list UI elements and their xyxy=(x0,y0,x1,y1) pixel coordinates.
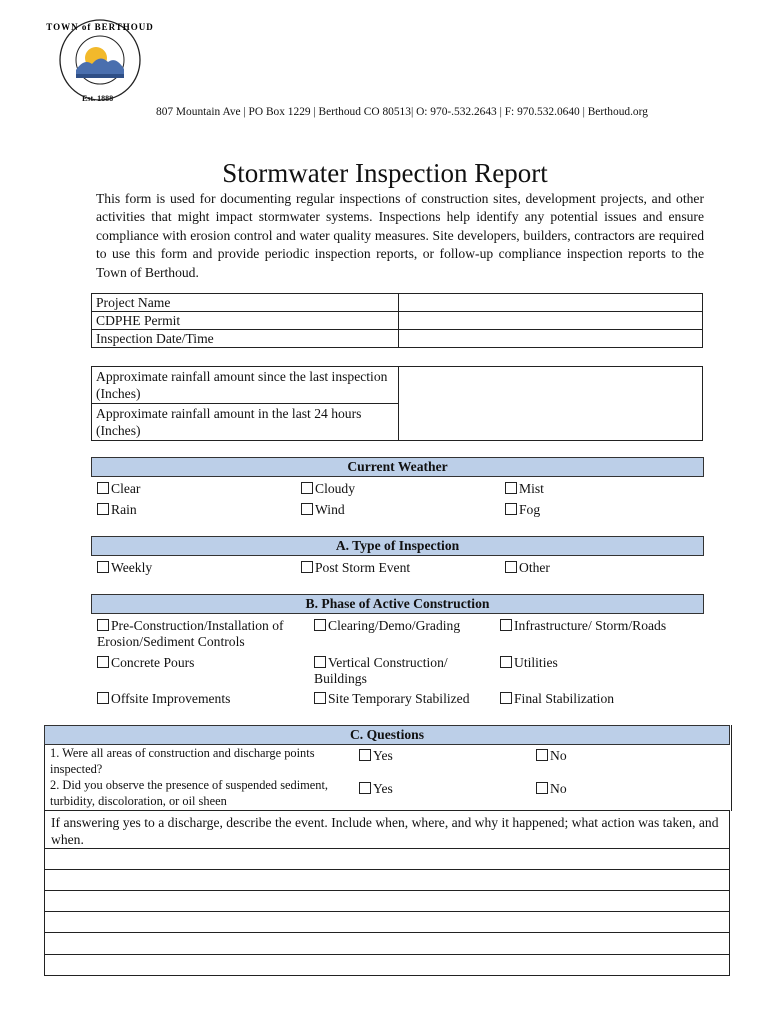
inspection-type-heading: A. Type of Inspection xyxy=(91,536,704,556)
checkbox[interactable] xyxy=(314,656,326,668)
weather-cloudy-option[interactable] xyxy=(301,481,355,497)
option-label: Fog xyxy=(519,502,541,517)
checkbox[interactable] xyxy=(314,692,326,704)
checkbox[interactable] xyxy=(301,561,313,573)
answer-line xyxy=(45,848,729,849)
checkbox[interactable] xyxy=(359,782,371,794)
checkbox[interactable] xyxy=(505,561,517,573)
weather-mist-option[interactable] xyxy=(505,481,544,497)
inspection-datetime-field[interactable] xyxy=(399,330,703,348)
inspection-other-option[interactable] xyxy=(505,560,550,576)
option-label: Rain xyxy=(111,502,137,517)
option-label: Site Temporary Stabilized xyxy=(328,691,470,706)
answer-line xyxy=(45,911,729,912)
weather-heading: Current Weather xyxy=(91,457,704,477)
option-label: Cloudy xyxy=(315,481,356,496)
rainfall-since-last-label: Approximate rainfall amount since the last inspection (Inches) xyxy=(92,367,399,404)
checkbox[interactable] xyxy=(97,619,109,631)
option-label: Final Stabilization xyxy=(514,691,615,706)
questions-heading: C. Questions xyxy=(44,725,730,745)
answer-line xyxy=(45,890,729,891)
option-label: Yes xyxy=(373,781,393,796)
checkbox[interactable] xyxy=(536,749,548,761)
phase-concrete-option[interactable] xyxy=(97,655,194,671)
project-name-field[interactable] xyxy=(399,294,703,312)
project-name-label: Project Name xyxy=(92,294,399,312)
phase-utilities-option[interactable] xyxy=(500,655,558,671)
discharge-prompt: If answering yes to a discharge, describe the event. Include when, where, and why it happened; what action was taken, and when. xyxy=(51,815,719,847)
cdphe-permit-label: CDPHE Permit xyxy=(92,312,399,330)
checkbox[interactable] xyxy=(536,782,548,794)
inspection-weekly-option[interactable] xyxy=(97,560,152,576)
option-label: Other xyxy=(519,560,550,575)
phase-infrastructure-option[interactable] xyxy=(500,618,666,634)
weather-wind-option[interactable] xyxy=(301,502,345,518)
question-1-yes-option[interactable] xyxy=(359,748,393,764)
phase-final-option[interactable] xyxy=(500,691,614,707)
option-label: No xyxy=(550,781,567,796)
cdphe-permit-field[interactable] xyxy=(399,312,703,330)
intro-paragraph: This form is used for documenting regular inspections of construction sites, development projects, and other activities that might impact stormwater systems. Inspections help identify any potential issues and ensure compliance with erosion control and water quality measures. Site developers, builders, contractors are required to use this form and provide periodic inspection reports, or follow-up compliance inspection reports to the Town of Berthoud. xyxy=(96,191,704,280)
checkbox[interactable] xyxy=(97,482,109,494)
option-label: Clear xyxy=(111,481,141,496)
answer-line xyxy=(45,869,729,870)
option-label: Offsite Improvements xyxy=(111,691,231,706)
town-logo xyxy=(46,14,154,116)
checkbox[interactable] xyxy=(301,482,313,494)
phase-offsite-option[interactable] xyxy=(97,691,230,707)
checkbox[interactable] xyxy=(301,503,313,515)
question-2-yes-option[interactable] xyxy=(359,781,393,797)
question-2-no-option[interactable] xyxy=(536,781,567,797)
table-row xyxy=(92,367,703,404)
discharge-description-box[interactable] xyxy=(44,810,730,976)
option-label: Wind xyxy=(315,502,345,517)
question-1-text: 1. Were all areas of construction and discharge points inspected? xyxy=(50,746,315,776)
answer-line xyxy=(45,932,729,933)
checkbox[interactable] xyxy=(314,619,326,631)
inspection-post-storm-option[interactable] xyxy=(301,560,410,576)
logo-est: Est. 1888 xyxy=(82,94,114,103)
checkbox[interactable] xyxy=(500,619,512,631)
phase-site-temp-option[interactable] xyxy=(314,691,470,707)
inspection-datetime-label: Inspection Date/Time xyxy=(92,330,399,348)
checkbox[interactable] xyxy=(500,692,512,704)
checkbox[interactable] xyxy=(505,482,517,494)
option-label: Post Storm Event xyxy=(315,560,411,575)
option-label: No xyxy=(550,748,567,763)
weather-fog-option[interactable] xyxy=(505,502,540,518)
rainfall-table xyxy=(91,366,703,441)
rainfall-24h-label: Approximate rainfall amount in the last 24 hours (Inches) xyxy=(92,404,399,441)
option-label: Mist xyxy=(519,481,544,496)
project-info-table xyxy=(91,293,703,348)
checkbox[interactable] xyxy=(97,692,109,704)
rainfall-field[interactable] xyxy=(399,367,703,441)
phase-vertical-option[interactable] xyxy=(314,655,464,687)
checkbox[interactable] xyxy=(505,503,517,515)
table-row xyxy=(92,330,703,348)
answer-line xyxy=(45,954,729,955)
table-row xyxy=(92,294,703,312)
header-address: 807 Mountain Ave | PO Box 1229 | Berthoud CO 80513| O: 970-.532.2643 | F: 970.532.0640 | Berthoud.org xyxy=(156,106,648,118)
option-label: Utilities xyxy=(514,655,558,670)
checkbox[interactable] xyxy=(359,749,371,761)
option-label: Clearing/Demo/Grading xyxy=(328,618,461,633)
checkbox[interactable] xyxy=(97,656,109,668)
phase-heading: B. Phase of Active Construction xyxy=(91,594,704,614)
checkbox[interactable] xyxy=(97,561,109,573)
weather-clear-option[interactable] xyxy=(97,481,140,497)
phase-clearing-option[interactable] xyxy=(314,618,460,634)
option-label: Concrete Pours xyxy=(111,655,195,670)
option-label: Yes xyxy=(373,748,393,763)
question-1-no-option[interactable] xyxy=(536,748,567,764)
phase-preconstruction-option[interactable] xyxy=(97,618,297,650)
option-label: Pre-Construction/Installation of Erosion/Sediment Controls xyxy=(97,618,284,649)
option-label: Vertical Construction/ Buildings xyxy=(314,655,448,686)
checkbox[interactable] xyxy=(97,503,109,515)
checkbox[interactable] xyxy=(500,656,512,668)
weather-rain-option[interactable] xyxy=(97,502,137,518)
page-title: Stormwater Inspection Report xyxy=(222,158,548,188)
question-2-text: 2. Did you observe the presence of suspended sediment, turbidity, discoloration, or oil sheen xyxy=(50,778,329,808)
option-label: Infrastructure/ Storm/Roads xyxy=(514,618,667,633)
svg-text:TOWN of BERTHOUD: TOWN of BERTHOUD xyxy=(46,22,154,32)
table-row xyxy=(92,312,703,330)
option-label: Weekly xyxy=(111,560,153,575)
